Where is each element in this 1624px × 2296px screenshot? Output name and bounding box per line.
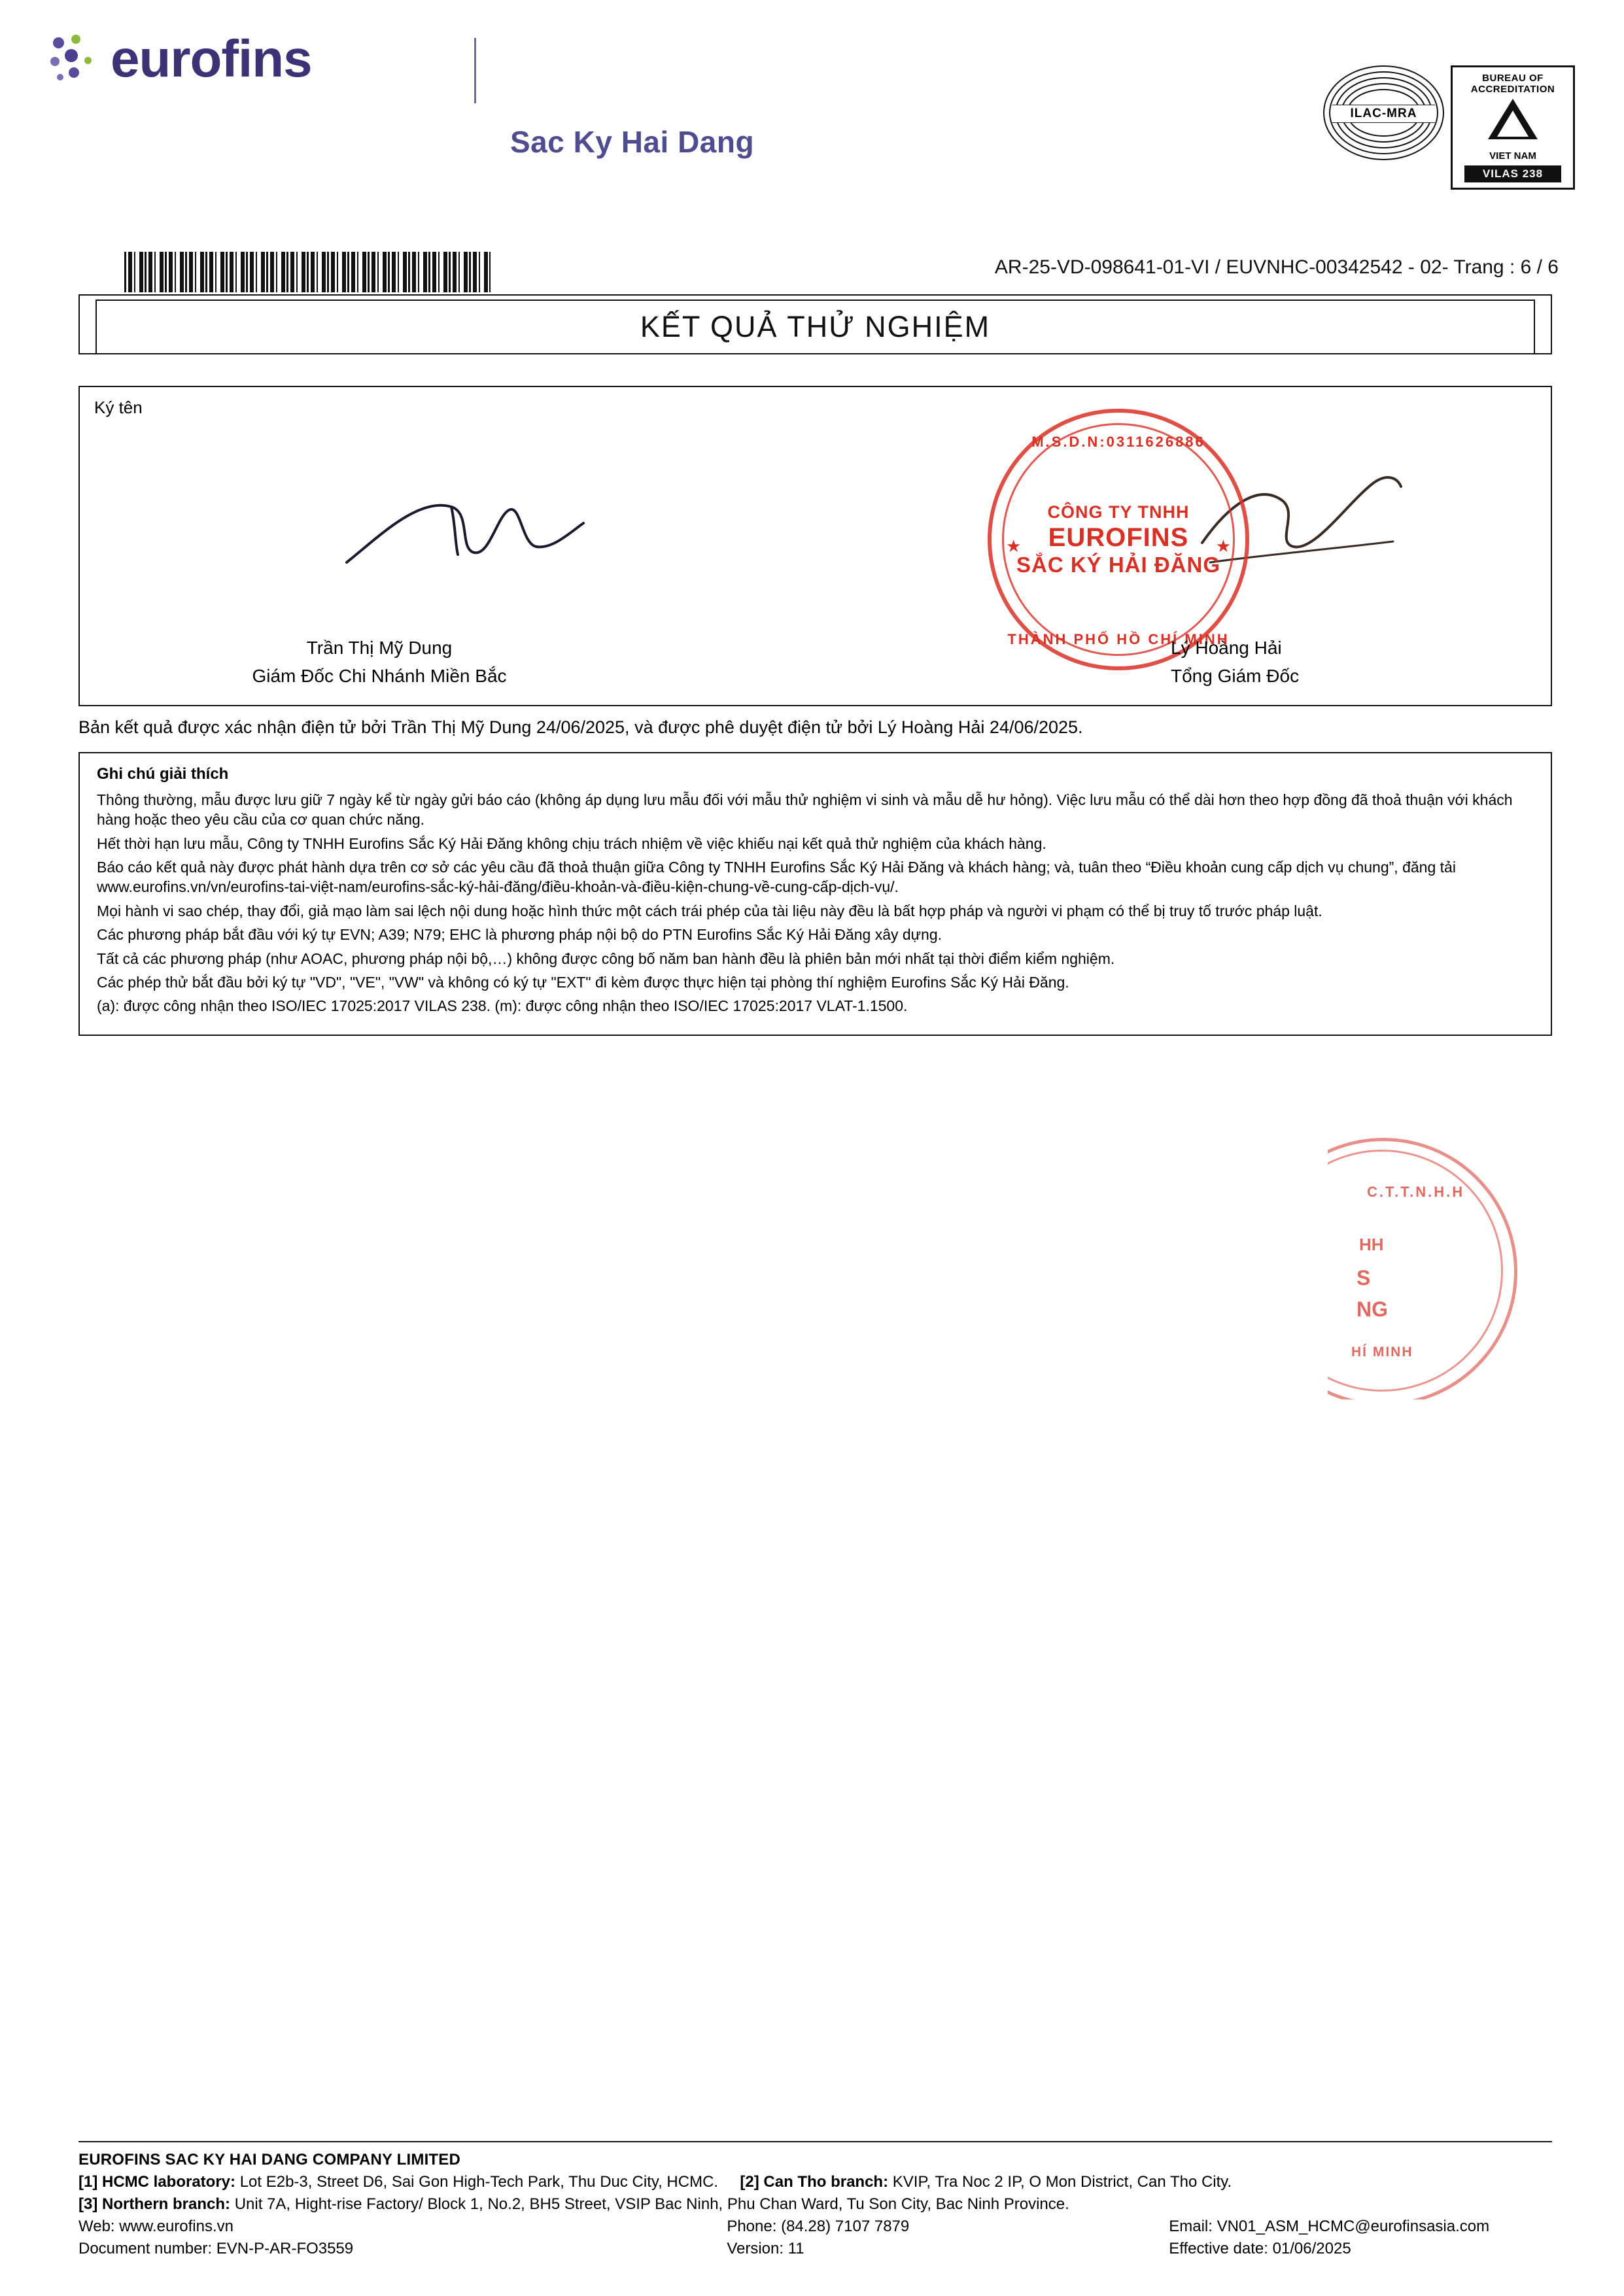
- explanatory-notes-box: [78, 752, 1552, 1036]
- signer-right-role: Tổng Giám Đốc: [1171, 666, 1300, 686]
- signer-left-name: Trần Thị Mỹ Dung: [306, 638, 453, 658]
- stamp-line-2: EUROFINS: [1048, 523, 1189, 552]
- footer-company-name: EUROFINS SAC KY HAI DANG COMPANY LIMITED: [78, 2150, 461, 2168]
- footer-version-value: 11: [787, 2239, 804, 2257]
- faint-stamp-line-3: S: [1356, 1266, 1371, 1290]
- stamp-star-right-icon: ★: [1215, 536, 1231, 556]
- brand-name: eurofins: [111, 29, 312, 88]
- faint-stamp-line-5: HÍ MINH: [1351, 1345, 1413, 1360]
- footer-web-value[interactable]: www.eurofins.vn: [119, 2217, 234, 2235]
- faint-stamp-line-4: NG: [1356, 1297, 1388, 1321]
- ilac-mra-icon: [1323, 65, 1444, 160]
- notes-heading: Ghi chú giải thích: [97, 765, 229, 783]
- note-paragraph: Tất cả các phương pháp (như AOAC, phương pháp nội bộ,…) không được công bố năm ban hành đều là phiên bản mới nhất tại thời điểm kiểm nghiệm.: [97, 950, 1115, 967]
- signer-right-name: Lý Hoàng Hải: [1171, 638, 1282, 658]
- footer-branch1-value: Lot E2b-3, Street D6, Sai Gon High-Tech Park, Thu Duc City, HCMC.: [239, 2172, 719, 2191]
- eurofins-logo: [49, 29, 312, 88]
- ilac-label: ILAC-MRA: [1350, 107, 1417, 120]
- footer-document-value: EVN-P-AR-FO3559: [216, 2239, 354, 2257]
- brand-subtitle: Sac Ky Hai Dang: [510, 125, 755, 159]
- note-paragraph: Báo cáo kết quả này được phát hành dựa trên cơ sở các yêu cầu đã thoả thuận giữa Công ty TNHH Eurofins Sắc Ký Hải Đăng và khách hàng; và, tuân theo “Điều khoản cung cấp dịch vụ chung”, đăng tải www.eurofins.vn/vn/eurofins-tai-việt-nam/eurofins-sắc-ký-hải-đăng/điều-khoản-và-điều-kiện-chung-về-cung-cấp-dịch-vụ/.: [97, 859, 1456, 896]
- note-paragraph: Các phương pháp bắt đầu với ký tự EVN; A39; N79; EHC là phương pháp nội bộ do PTN Eurofins Sắc Ký Hải Đăng xây dựng.: [97, 926, 942, 944]
- brand-divider: [474, 38, 476, 103]
- report-title-box: [78, 294, 1552, 354]
- company-round-stamp: [988, 409, 1249, 670]
- footer-phone-label: Phone:: [727, 2217, 777, 2235]
- note-paragraph: Hết thời hạn lưu mẫu, Công ty TNHH Eurofins Sắc Ký Hải Đăng không chịu trách nhiệm về việc khiếu nại kết quả thử nghiệm của khách hàng.: [97, 834, 1046, 852]
- footer-version-label: Version:: [727, 2239, 784, 2257]
- vilas-code: VILAS 238: [1464, 165, 1561, 182]
- faint-stamp-line-2: HH: [1359, 1235, 1384, 1254]
- footer-branch2-value: KVIP, Tra Noc 2 IP, O Mon District, Can Tho City.: [892, 2172, 1232, 2191]
- note-paragraph: Mọi hành vi sao chép, thay đổi, giả mạo làm sai lệch nội dung hoặc hình thức một cách trái phép của tài liệu này đều là bất hợp pháp và người vi phạm có thể bị truy tố trước pháp luật.: [97, 902, 1322, 919]
- boa-vilas-icon: [1451, 65, 1575, 190]
- stamp-star-left-icon: ★: [1006, 536, 1022, 556]
- signer-left-role: Giám Đốc Chi Nhánh Miền Bắc: [252, 666, 507, 686]
- stamp-city-text: THÀNH PHỐ HỒ CHÍ MINH: [1007, 631, 1230, 647]
- boa-country: VIET NAM: [1489, 150, 1536, 162]
- accreditation-logos: [1323, 65, 1575, 190]
- eurofins-dots-icon: [49, 33, 100, 84]
- footer-branch1-label: [1] HCMC laboratory:: [78, 2172, 236, 2191]
- footer-email-value[interactable]: VN01_ASM_HCMC@eurofinsasia.com: [1217, 2217, 1490, 2235]
- note-paragraph: Các phép thử bắt đầu bởi ký tự "VD", "VE", "VW" và không có ký tự "EXT" đi kèm được thực hiện tại phòng thí nghiệm Eurofins Sắc Ký Hải Đăng.: [97, 973, 1069, 991]
- note-paragraph: Thông thường, mẫu được lưu giữ 7 ngày kể từ ngày gửi báo cáo (không áp dụng lưu mẫu đối với mẫu thử nghiệm vi sinh và mẫu dễ hư hỏng). Việc lưu mẫu có thể dài hơn theo hợp đồng đã thoả thuận với khách hàng hoặc theo yêu cầu của cơ quan chức năng.: [97, 791, 1513, 829]
- footer-document-label: Document number:: [78, 2239, 213, 2257]
- note-paragraph: (a): được công nhận theo ISO/IEC 17025:2017 VILAS 238. (m): được công nhận theo ISO/IEC 17025:2017 VLAT-1.1500.: [97, 997, 908, 1015]
- footer-web-label: Web:: [78, 2217, 115, 2235]
- footer-phone-value: (84.28) 7107 7879: [781, 2217, 910, 2235]
- faint-stamp-imprint: [1328, 1138, 1544, 1399]
- faint-stamp-line-1: C.T.T.N.H.H: [1367, 1184, 1465, 1200]
- barcode: [124, 252, 491, 292]
- footer-branch3-value: Unit 7A, Hight-rise Factory/ Block 1, No.2, BH5 Street, VSIP Bac Ninh, Phu Chan Ward, Tu Son City, Bac Ninh Province.: [234, 2195, 1069, 2213]
- footer-effective-value: 01/06/2025: [1272, 2239, 1351, 2257]
- page-title: KẾT QUẢ THỬ NGHIỆM: [640, 310, 991, 343]
- footer-branch3-label: [3] Northern branch:: [78, 2195, 231, 2213]
- stamp-line-3: SẮC KÝ HẢI ĐĂNG: [1016, 552, 1221, 577]
- signature-mark-left: [340, 484, 589, 575]
- stamp-line-1: CÔNG TY TNHH: [1047, 502, 1190, 522]
- boa-title: BUREAU OF ACCREDITATION: [1470, 73, 1555, 95]
- footer-effective-label: Effective date:: [1169, 2239, 1268, 2257]
- electronic-approval-note: Bản kết quả được xác nhận điện tử bởi Trần Thị Mỹ Dung 24/06/2025, và được phê duyệt điện tử bởi Lý Hoàng Hải 24/06/2025.: [78, 717, 1083, 737]
- footer-branch2-label: [2] Can Tho branch:: [740, 2172, 889, 2191]
- document-identifier: AR-25-VD-098641-01-VI / EUVNHC-00342542 - 02- Trang : 6 / 6: [994, 256, 1559, 278]
- signature-label: Ký tên: [94, 398, 143, 417]
- footer-email-label: Email:: [1169, 2217, 1213, 2235]
- page-footer: [78, 2141, 1552, 2260]
- stamp-msdn-text: M.S.D.N:0311626886: [1031, 434, 1205, 450]
- page-header: [49, 26, 1575, 222]
